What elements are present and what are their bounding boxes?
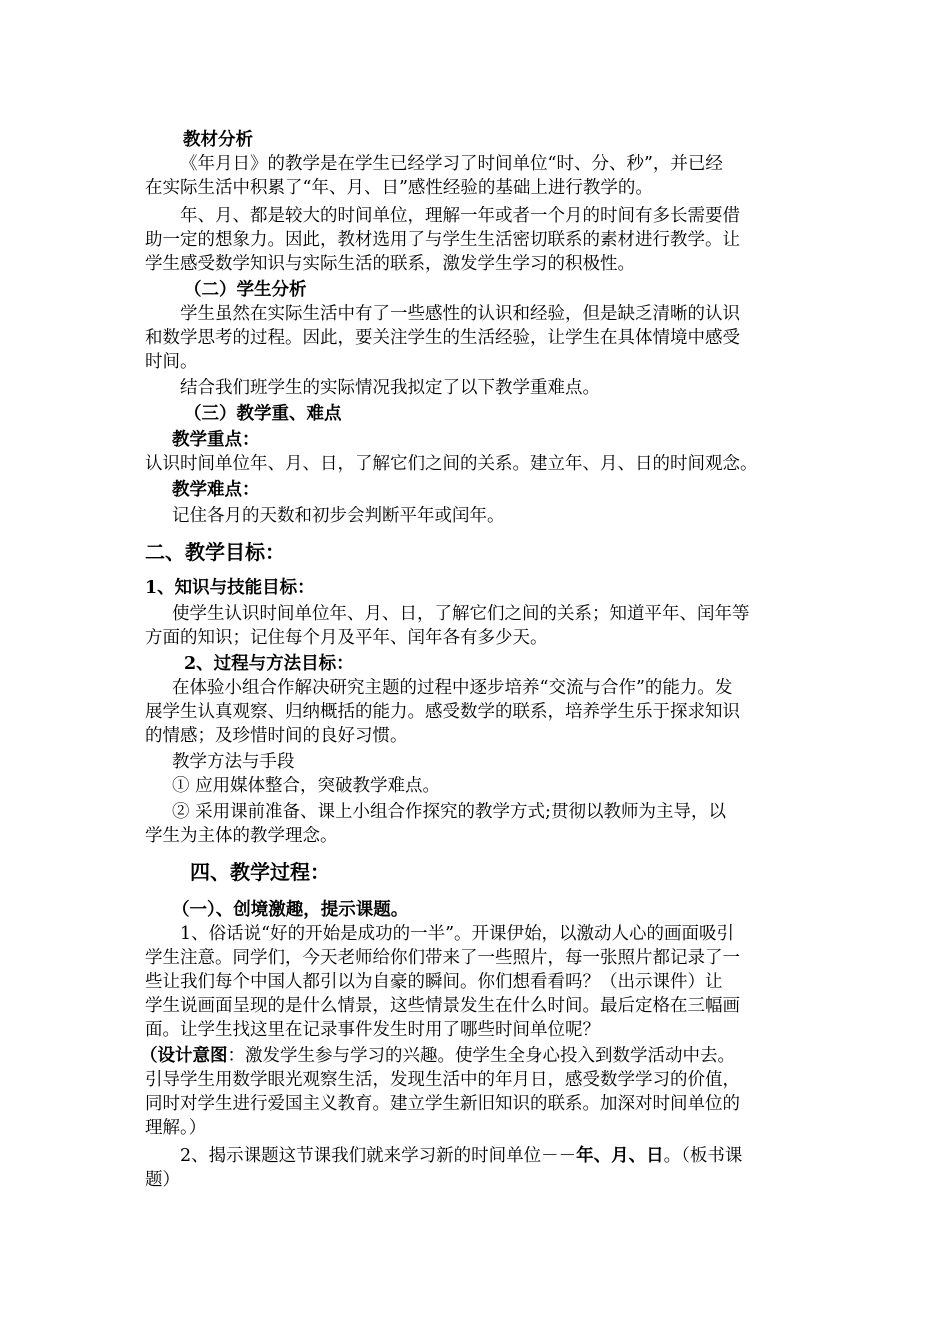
paragraph-line: 学生虽然在实际生活中有了一些感性的认识和经验，但是缺乏清晰的认识 (180, 304, 740, 324)
paragraph-line: 使学生认识时间单位年、月、日，了解它们之间的关系；知道平年、闰年等 (172, 604, 750, 624)
paragraph-line: 同时对学生进行爱国主义教育。建立学生新旧知识的联系。加深对时间单位的 (145, 1094, 740, 1114)
paragraph-line: 面。让学生找这里在记录事件发生时用了哪些时间单位呢？ (145, 1020, 600, 1040)
heading-goal-1: 1、知识与技能目标： (145, 578, 315, 598)
heading-process: 四、教学过程： (190, 860, 330, 884)
paragraph-line: ① 应用媒体整合，突破教学难点。 (172, 776, 441, 796)
step-2-text: 2、揭示课题这节课我们就来学习新的时间单位－－ (180, 1146, 577, 1166)
paragraph-line: 年、月、都是较大的时间单位，理解一年或者一个月的时间有多长需要借 (180, 206, 740, 226)
paragraph-line: 学生说画面呈现的是什么情景，这些情景发生在什么时间。最后定格在三幅画 (145, 996, 740, 1016)
heading-materials: 教材分析 (183, 130, 253, 150)
paragraph-line: 的情感；及珍惜时间的良好习惯。 (145, 726, 408, 746)
paragraph-line: 认识时间单位年、月、日，了解它们之间的关系。建立年、月、日的时间观念。 (145, 454, 758, 474)
paragraph-line: 学生注意。同学们，今天老师给你们带来了一些照片，每一张照片都记录了一 (145, 948, 740, 968)
paragraph-line: 在体验小组合作解决研究主题的过程中逐步培养“交流与合作”的能力。发 (172, 678, 733, 698)
paragraph-line: 展学生认真观察、归纳概括的能力。感受数学的联系，培养学生乐于探求知识 (145, 702, 740, 722)
design-intent-line (140, 1044, 735, 1068)
heading-keypoints: （三）教学重、难点 (184, 404, 342, 424)
heading-students: （二）学生分析 (184, 280, 307, 300)
design-intent-label: （设计意图 (140, 1046, 228, 1066)
label-focus: 教学重点： (172, 430, 260, 450)
label-difficulty: 教学难点： (172, 480, 260, 500)
paragraph-line: 1、俗话说“好的开始是成功的一半”。开课伊始，以激动人心的画面吸引 (180, 924, 735, 944)
step-2-text-post: 。（板书课 (663, 1146, 743, 1166)
paragraph-line: 结合我们班学生的实际情况我拟定了以下教学重难点。 (180, 378, 600, 398)
paragraph-line: ② 采用课前准备、课上小组合作探究的教学方式;贯彻以教师为主导，以 (172, 802, 726, 822)
paragraph-line: 些让我们每个中国人都引以为自豪的瞬间。你们想看看吗？（出示课件）让 (145, 972, 723, 992)
paragraph-line: 时间。 (145, 352, 198, 372)
paragraph-line: 记住各月的天数和初步会判断平年或闰年。 (172, 506, 505, 526)
paragraph-line: 引导学生用数学眼光观察生活，发现生活中的年月日，感受数学学习的价值， (145, 1070, 740, 1090)
paragraph-line: 教学方法与手段 (172, 752, 295, 772)
paragraph-line: 学生感受数学知识与实际生活的联系，激发学生学习的积极性。 (145, 254, 635, 274)
paragraph-line: 助一定的想象力。因此，教材选用了与学生生活密切联系的素材进行教学。让 (145, 230, 740, 250)
paragraph-line: 方面的知识；记住每个月及平年、闰年各有多少天。 (145, 628, 548, 648)
step-2-line (180, 1144, 742, 1168)
paragraph-line: 和数学思考的过程。因此，要关注学生的生活经验，让学生在具体情境中感受 (145, 328, 740, 348)
heading-goal-2: 2、过程与方法目标： (184, 654, 354, 674)
paragraph-line: 《年月日》的教学是在学生已经学习了时间单位“时、分、秒”，并已经 (180, 154, 723, 174)
step-2-title-bold: 年、月、日 (576, 1146, 664, 1166)
heading-step-1: （一）、创境激趣，提示课题。 (172, 900, 409, 920)
heading-goals: 二、教学目标： (145, 540, 285, 564)
paragraph-line: 学生为主体的教学理念。 (145, 826, 338, 846)
paragraph-line: 理解。） (145, 1118, 207, 1138)
paragraph-line: 题） (145, 1170, 180, 1190)
design-intent-text: ：激发学生参与学习的兴趣。使学生全身心投入到数学活动中去。 (227, 1046, 735, 1066)
paragraph-line: 在实际生活中积累了“年、月、日”感性经验的基础上进行教学的。 (145, 178, 653, 198)
